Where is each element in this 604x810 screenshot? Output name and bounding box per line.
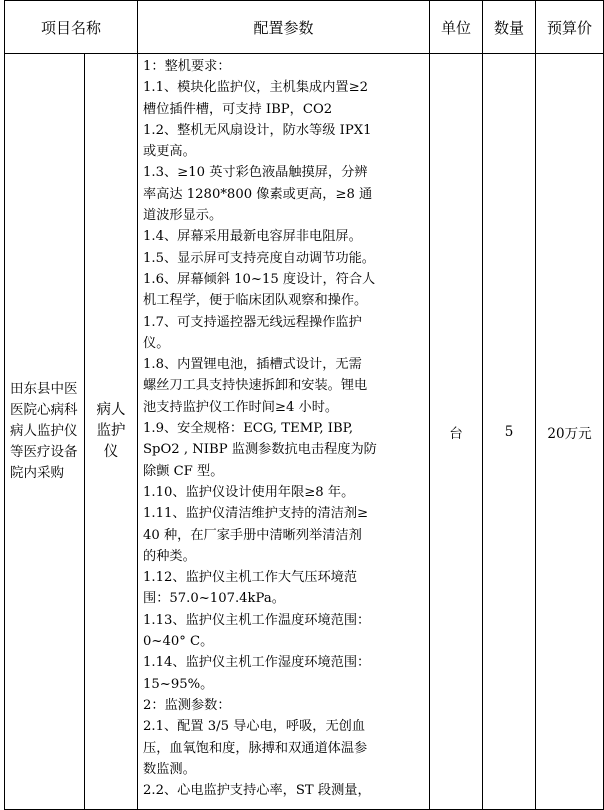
spec-line: 机工程学，便于临床团队观察和操作。	[143, 293, 368, 309]
spec-line: 2.2、心电监护支持心率，ST 段测量，	[143, 783, 371, 799]
spec-line: 1.8、内置锂电池，插槽式设计，无需	[143, 357, 362, 373]
table-row	[5, 54, 604, 810]
spec-line: 或更高。	[143, 144, 196, 160]
header-quantity: 数量	[483, 1, 536, 54]
spec-line: 压，血氧饱和度，脉搏和双通道体温参	[143, 740, 368, 756]
spec-line: 螺丝刀工具支持快速拆卸和安装。锂电	[143, 378, 368, 394]
project-name-cell: 田东县中医医院心病科病人监护仪等医疗设备院内采购	[5, 54, 85, 810]
spec-line: 1.11、监护仪清洁维护支持的清洁剂≥	[143, 506, 369, 522]
spec-cell	[138, 54, 430, 810]
header-row	[5, 1, 604, 54]
spec-line: 池支持监护仪工作时间≥4 小时。	[143, 399, 339, 415]
spec-line: 槽位插件槽，可支持 IBP，CO2	[143, 101, 333, 117]
header-config-params: 配置参数	[138, 1, 430, 54]
spec-line: 仪。	[143, 335, 170, 351]
spec-line: 道波形显示。	[143, 208, 223, 224]
spec-line: 1.2、整机无风扇设计，防水等级 IPX1	[143, 122, 372, 138]
spec-line: 1.7、可支持遥控器无线远程操作监护	[143, 314, 362, 330]
spec-line: 1.13、监护仪主机工作温度环境范围：	[143, 612, 371, 628]
budget-cell: 20万元	[536, 54, 604, 810]
spec-line: 1.12、监护仪主机工作大气压环境范	[143, 570, 358, 586]
spec-line: 0~40° C。	[143, 634, 214, 650]
spec-line: 围：57.0~107.4kPa。	[143, 591, 285, 607]
spec-line: 1.10、监护仪设计使用年限≥8 年。	[143, 484, 355, 500]
spec-line: 2：监测参数：	[143, 697, 231, 713]
spec-line: SpO2 , NIBP 监测参数抗电击程度为防	[143, 442, 377, 458]
spec-line: 1.9、安全规格：ECG, TEMP, IBP,	[143, 421, 354, 437]
spec-line: 1.3、≥10 英寸彩色液晶触摸屏，分辨	[143, 165, 368, 181]
spec-line: 1.6、屏幕倾斜 10~15 度设计，符合人	[143, 271, 376, 287]
spec-line: 15~95%。	[143, 676, 214, 692]
spec-line: 2.1、配置 3/5 导心电，呼吸，无创血	[143, 719, 366, 735]
header-project-name: 项目名称	[5, 1, 138, 54]
spec-line: 率高达 1280*800 像素或更高，≥8 通	[143, 186, 373, 202]
spec-line: 1：整机要求：	[143, 59, 231, 74]
unit-cell: 台	[430, 54, 483, 810]
spec-line: 1.14、监护仪主机工作湿度环境范围：	[143, 655, 371, 671]
spec-line: 的种类。	[143, 548, 196, 564]
spec-line: 1.1、模块化监护仪，主机集成内置≥2	[143, 80, 369, 96]
spec-line: 1.4、屏幕采用最新电容屏非电阻屏。	[143, 229, 362, 245]
spec-line: 数监测。	[143, 761, 196, 777]
header-unit: 单位	[430, 1, 483, 54]
spec-line: 除颤 CF 型。	[143, 463, 224, 479]
spec-list	[143, 56, 425, 801]
device-name-cell: 病人监护仪	[85, 54, 138, 810]
procurement-table	[4, 0, 604, 810]
spec-line: 1.5、显示屏可支持亮度自动调节功能。	[143, 250, 375, 266]
header-budget: 预算价	[536, 1, 604, 54]
spec-line: 40 种，在厂家手册中清晰列举清洁剂	[143, 527, 362, 543]
quantity-cell: 5	[483, 54, 536, 810]
